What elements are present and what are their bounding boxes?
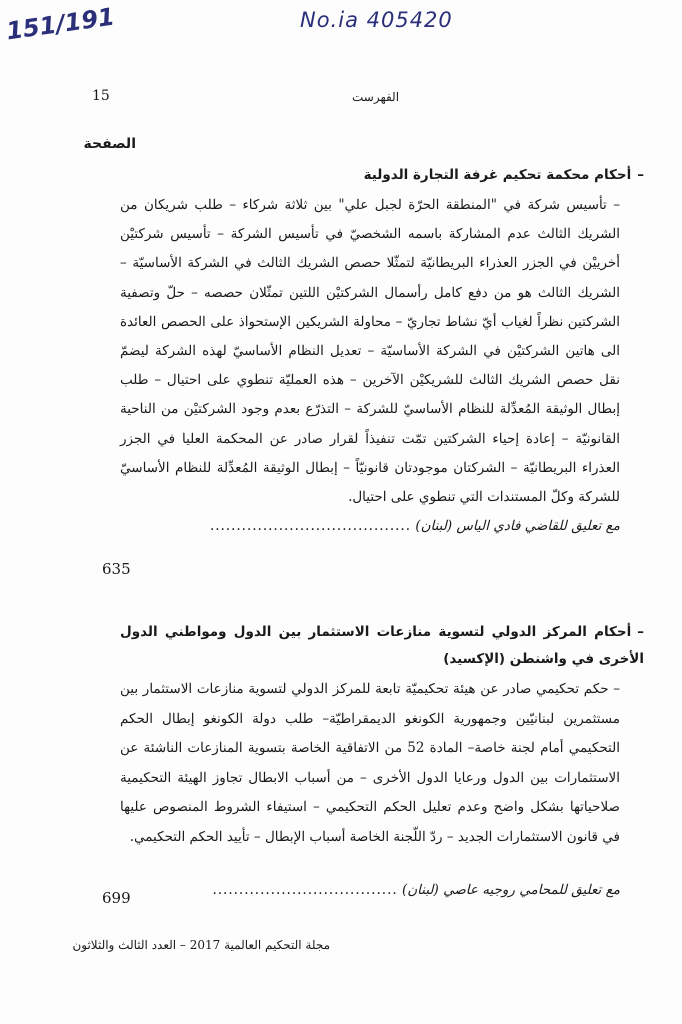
commentary-line <box>120 512 644 540</box>
page-reference: 635 <box>102 560 131 578</box>
commentary-author <box>212 876 620 904</box>
page-reference: 699 <box>102 889 131 907</box>
entry-heading-text: أحكام المركز الدولي لتسوية منازعات الاستثمار بين الدول ومواطني الدول الأخرى في واشنطن (الإكسيد) <box>120 624 644 667</box>
commentary-author <box>210 512 620 540</box>
commentary-text: مع تعليق للقاضي فادي الياس (لبنان) <box>415 518 620 535</box>
bullet-dash: – <box>637 624 644 640</box>
entry-summary: – حكم تحكيمي صادر عن هيئة تحكيميّة تابعة للمركز الدولي لتسوية منازعات الاستثمار بين مستثمرين لبنانيّين وجمهورية الكونغو الديمقراطيّة– طلب دولة الكونغو إبطال الحكم التحكيمي أمام لجنة خاصة– المادة 52 من الاتفاقية الخاصة بتسوية المنازعات الناشئة عن الاستثمارات بين الدول ورعايا الدول الأخرى – من أسباب الابطال تجاوز الهيئة التحكيمية صلاحياتها بشكل واضح وعدم تعليل الحكم التحكيمي – استيفاء الشروط المنصوص عليها في قانون الاستثمارات الجديد – ردّ اللّجنة الخاصة أسباب الإبطال – تأييد الحكم التحكيمي. <box>120 681 620 845</box>
commentary-wrapper <box>120 876 644 904</box>
toc-entry-icc <box>120 162 644 540</box>
commentary-text: مع تعليق للمحامي روجيه عاصي (لبنان) <box>401 882 620 898</box>
entry-heading <box>120 619 644 673</box>
journal-footer: مجلة التحكيم العالمية 2017 – العدد الثالث والثلاثون <box>72 938 330 952</box>
entry-heading <box>120 162 644 189</box>
dot-leader: ...................................... <box>209 518 412 535</box>
dot-leader: ................................... <box>212 882 398 898</box>
toc-entry-icsid <box>120 619 644 852</box>
handwritten-folio-number: 151/191 <box>4 2 117 46</box>
entry-summary: – تأسيس شركة في "المنطقة الحرّة لجبل علي" بين ثلاثة شركاء – طلب شريكان من الشريك الثالث عدم المشاركة باسمه الشخصيّ في تأسيس الشركة – تأسيس شركتيْن أخرييْن في الجزر العذراء البريطانيّة لتمثّلا حصص الشريك الثالث في الشركة الأساسيّة – الشريك الثالث هو من دفع كامل رأسمال الشركتيْن اللتين تمثّلان حصصه – حلّ وتصفية الشركتين نظراً لغياب أيّ نشاط تجاريّ – محاولة الشريكين الإستحواذ على الحصص العائدة الى هاتين الشركتيْن في الشركة الأساسيّة – تعديل النظام الأساسيّ لهذه الشركة ليضمّ نقل حصص الشريك الثالث للشريكيْن الآخرين – هذه العمليّة تنطوي على احتيال – طلب إبطال الوثيقة المُعدِّلة للنظام الأساسيّ للشركة – التذرّع بعدم وجود الشركتيْن من الناحية القانونيّة – إعادة إحياء الشركتين تمّت تنفيذاً لقرار صادر عن المحكمة العليا في الجزر العذراء البريطانيّة – الشركتان موجودتان قانونيّاً – إبطال الوثيقة المُعدِّلة للنظام الأساسيّ للشركة وكلّ المستندات التي تنطوي على احتيال. <box>120 197 620 506</box>
bullet-dash: – <box>637 167 644 183</box>
entry-heading-text: أحكام محكمة تحكيم غرفة التجارة الدولية <box>363 167 632 183</box>
page-column-label: الصفحة <box>83 136 136 152</box>
handwritten-reference-number: No.ia 405420 <box>300 8 453 32</box>
page-number: 15 <box>92 88 110 104</box>
commentary-line <box>120 876 644 904</box>
running-title: الفهرست <box>352 90 400 104</box>
